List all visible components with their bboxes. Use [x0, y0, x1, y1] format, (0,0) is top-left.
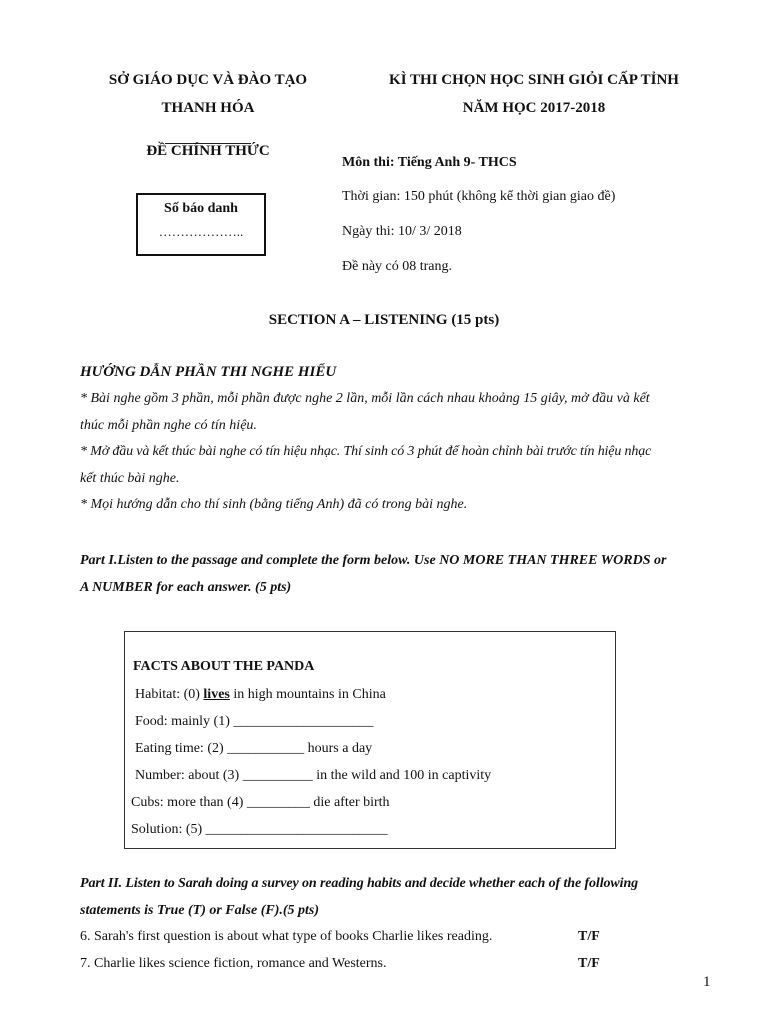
instruction-2-line-2: kết thúc bài nghe.	[80, 471, 180, 486]
facts-eating-time: Eating time: (2) ___________ hours a day	[135, 741, 373, 756]
candidate-number-label: Số báo danh	[164, 201, 238, 216]
page-number: 1	[703, 974, 711, 990]
question-6: 6. Sarah's first question is about what type of books Charlie likes reading.	[80, 929, 493, 944]
exam-subject: Môn thi: Tiếng Anh 9- THCS	[342, 155, 517, 170]
candidate-number-box	[136, 193, 266, 256]
part-2-instruction-line-2: statements is True (T) or False (F).(5 pts)	[80, 903, 320, 918]
instruction-3: * Mọi hướng dẫn cho thí sinh (bằng tiếng Anh) đã có trong bài nghe.	[80, 497, 468, 512]
part-1-instruction-line-1: Part I.Listen to the passage and complete the form below. Use NO MORE THAN THREE WORDS or	[80, 553, 667, 568]
question-7: 7. Charlie likes science fiction, romance and Westerns.	[80, 956, 387, 971]
part-2-instruction-line-1: Part II. Listen to Sarah doing a survey on reading habits and decide whether each of the following	[80, 876, 639, 891]
facts-solution: Solution: (5) __________________________	[131, 822, 388, 837]
section-a-title: SECTION A – LISTENING (15 pts)	[268, 312, 500, 328]
instruction-1-line-2: thúc mỗi phần nghe có tín hiệu.	[80, 418, 257, 433]
part-1-instruction-line-2: A NUMBER for each answer. (5 pts)	[80, 580, 292, 595]
facts-title: FACTS ABOUT THE PANDA	[133, 659, 315, 674]
habitat-label: Habitat: (0)	[135, 687, 204, 702]
province-name: THANH HÓA	[161, 100, 255, 116]
facts-habitat	[135, 687, 386, 703]
candidate-number-dots: ………………..	[158, 224, 244, 239]
department-name: SỞ GIÁO DỤC VÀ ĐÀO TẠO	[108, 72, 308, 88]
habitat-rest: in high mountains in China	[229, 687, 386, 702]
facts-form	[124, 631, 616, 849]
exam-date: Ngày thi: 10/ 3/ 2018	[342, 224, 462, 239]
instructions-heading: HƯỚNG DẪN PHẦN THI NGHE HIỂU	[80, 364, 337, 380]
instruction-1-line-1: * Bài nghe gồm 3 phần, mỗi phần được nghe 2 lần, mỗi lần cách nhau khoảng 15 giây, mở đầu và kết	[80, 391, 650, 406]
facts-number: Number: about (3) __________ in the wild and 100 in captivity	[135, 768, 492, 783]
official-exam-label: ĐỀ CHÍNH THỨC	[146, 143, 270, 159]
question-6-true-false: T/F	[578, 929, 600, 944]
exam-title: KÌ THI CHỌN HỌC SINH GIỎI CẤP TỈNH	[389, 72, 679, 88]
school-year: NĂM HỌC 2017-2018	[462, 100, 606, 116]
page-count: Đề này có 08 trang.	[342, 259, 453, 274]
exam-duration: Thời gian: 150 phút (không kể thời gian giao đề)	[342, 189, 616, 204]
habitat-example-answer: lives	[203, 687, 230, 702]
facts-food: Food: mainly (1) ____________________	[135, 714, 374, 729]
facts-cubs: Cubs: more than (4) _________ die after birth	[131, 795, 390, 810]
instruction-2-line-1: * Mở đầu và kết thúc bài nghe có tín hiệu nhạc. Thí sinh có 3 phút để hoàn chỉnh bài trước tín hiệu nhạc	[80, 444, 652, 459]
question-7-true-false: T/F	[578, 956, 600, 971]
